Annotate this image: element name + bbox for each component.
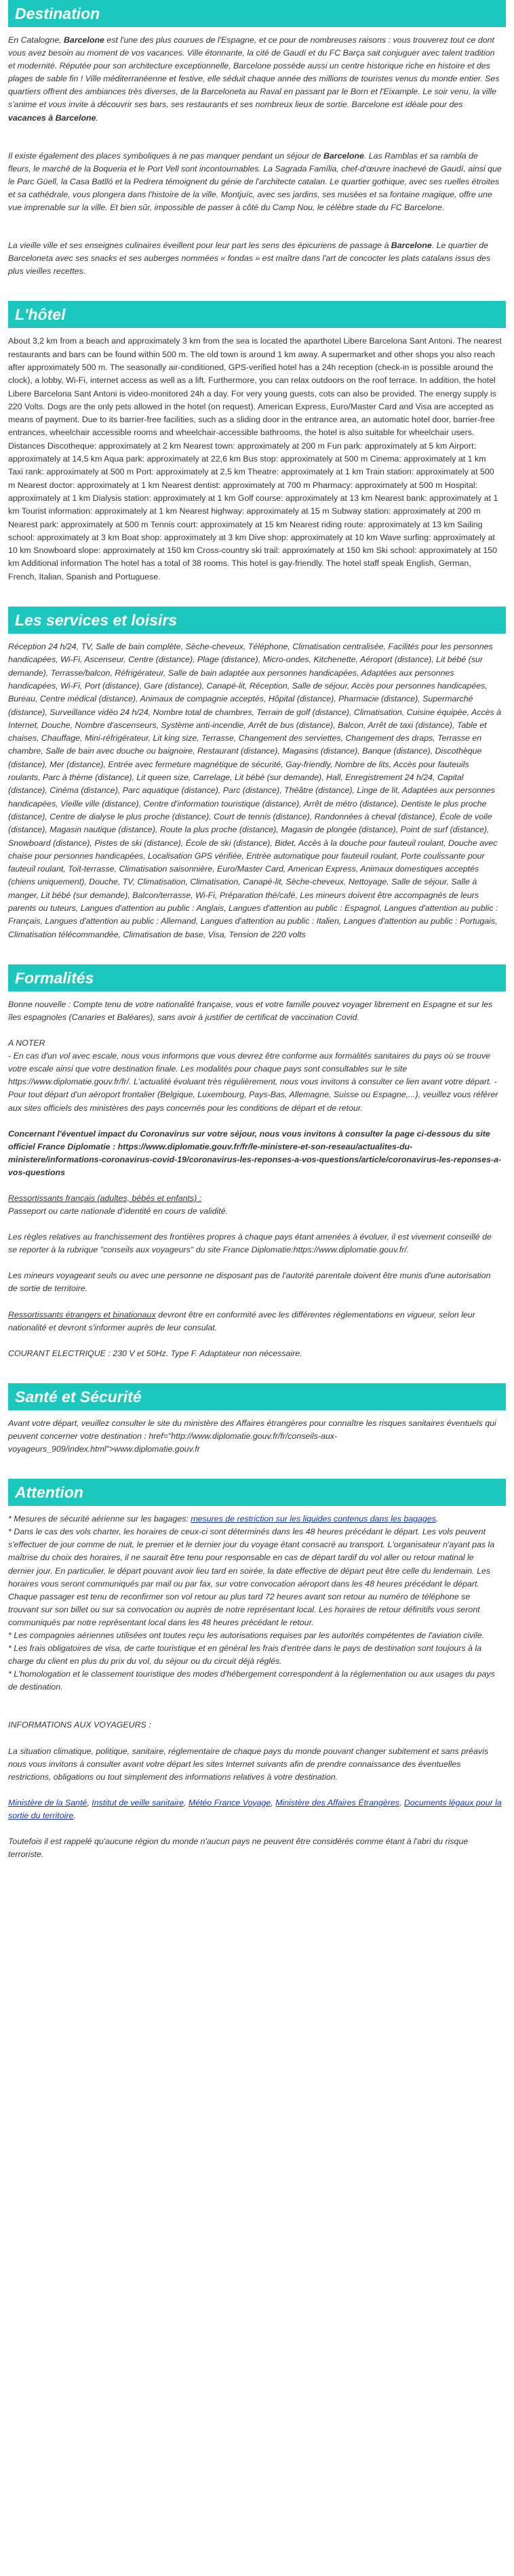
info-voyageurs-label: INFORMATIONS AUX VOYAGEURS : (8, 1720, 151, 1730)
destination-paragraph-3: La vieille ville et ses enseignes culinaires éveillent pour leur part les sens des épicuriens de passage à Barcelone. Le quartier de Barceloneta avec ses snacks et ses auberges nommées « fondas » est maître dans l'art de concocter les plats catalans issus des plus vieilles recettes. (8, 241, 491, 277)
attention-title: Attention (8, 1479, 506, 1506)
hotel-title: L'hôtel (8, 301, 506, 328)
liquides-link[interactable]: mesures de restriction sur les liquides contenus dans les bagages (191, 1514, 436, 1524)
services-section (8, 607, 506, 941)
formalites-section (8, 964, 506, 1360)
attention-frais: * Les frais obligatoires de visa, de carte touristique et en général les frais d'entrée dans le pays de destination sont toujours à la charge du client en plus du prix du vol, du séjour ou du circuit déjà réglés. (8, 1643, 482, 1667)
attention-homologation: * L'homologation et le classement touristique des modes d'hébergement correspondent à la réglementation ou aux usages du pays de destination. (8, 1669, 495, 1692)
regles-frontieres: Les règles relatives au franchissement des frontières propres à chaque pays étant amenées à évoluer, il est vivement conseillé de se reporter à la rubrique "conseils aux voyageurs" du site France Diplomatie:https://www.diplomatie.gouv.fr/. (8, 1232, 492, 1255)
formalites-intro: Bonne nouvelle : Compte tenu de votre nationalité française, vous et votre famille pouvez voyager librement en Espagne et sur les îles espagnoles (Canaries et Baléares), sans avoir à justifier de certificat de vaccination Covid. (8, 999, 493, 1022)
coronavirus-notice: Concernant l'éventuel impact du Coronavirus sur votre séjour, nous vous invitons à consulter la page ci-dessous du site officiel France Diplomatie : https://www.diplomatie.gouv.fr/fr/le-ministere-et-son-reseau/actualites-du-ministere/informations-coronavirus-covid-19/coronavirus-les-reponses-a-vos-questions/article/coronavirus-les-reponses-a-vos-questions (8, 1128, 502, 1177)
destination-paragraph-2: Il existe également des places symboliques à ne pas manquer pendant un séjour de Barcelone. Las Ramblas et sa rambla de fleurs, le marché de la Boqueria et le Port Vell sont incontournables. La Sagrada Família, chef-d'œuvre inachevé de Gaudí, ainsi que le Parc Güell, la Casa Batlló et la Pedrera témoignent du génie de l'architecte catalan. Le quartier gothique, avec ses ruelles étroites et sa cathédrale, vous plongera dans l'histoire de la ville. Montjuïc, avec ses jardins, ses musées et sa fontaine magique, offre une vue imprenable sur la ville. Et bien sûr, impossible de passer à côté du Camp Nou, le célèbre stade du FC Barcelone. (8, 150, 502, 213)
courant-electrique: COURANT ELECTRIQUE : 230 V et 50Hz. Type F. Adaptateur non nécessaire. (8, 1348, 302, 1358)
link-ministere-sante[interactable]: Ministère de la Santé (8, 1797, 87, 1807)
link-affaires-etrangeres[interactable]: Ministère des Affaires Étrangères (275, 1797, 399, 1807)
services-list: Réception 24 h/24, TV, Salle de bain complète, Sèche-cheveux, Téléphone, Climatisation centralisée, Facilités pour les personnes handicapées, Wi-Fi, Ascenseur, Centre (distance), Plage (distance), Micro-ondes, Kitchenette, Aéroport (distance), Lit bébé (sur demande), Terrasse/balcon, Réfrigérateur, Salle de bain adaptée aux personnes handicapées, Adaptées aux personnes handicapées, Wi-Fi, Port (distance), Gare (distance), Canapé-lit, Réception, Salle de séjour, Accès pour personnes handicapées, Bureau, Centre médical (distance), Animaux de compagnie acceptés, Hôpital (distance), Pharmacie (distance), Supermarché (distance), Surveillance vidéo 24 h/24, Nombre total de chambres, Terrain de golf (distance), Climatisation, Cuisine équipée, Accès à Internet, Douche, Nombre d'ascenseurs, Système anti-incendie, Arrêt de bus (distance), Balcon, Arrêt de taxi (distance), Table et chaises, Chauffage, Mini-réfrigérateur, Lit king size, Terrasse, Changement des serviettes, Changement des draps, Terrasse en chambre, Salle de bain avec douche ou baignoire, Restaurant (distance), Magasins (distance), Banque (distance), Discothèque (distance), Mer (distance), Entrée avec fermeture magnétique de sécurité, Gay-friendly, Nombre de lits, Accès pour fauteuils roulants, Parc à thème (distance), Lit queen size, Carrelage, Lit bébé (sur demande), Hall, Enregistrement 24 h/24, Capital (distance), Cinéma (distance), Parc aquatique (distance), Parc (distance), Théâtre (distance), Linge de lit, Adaptées aux personnes handicapées, Vieille ville (distance), Centre d'information touristique (distance), Arrêt de métro (distance), Dentiste le plus proche (distance), Centre de dialyse le plus proche (distance), Court de tennis (distance), Randonnées à cheval (distance), École de voile (distance), Magasin nautique (distance), Route la plus proche (distance), Magasin de plongée (distance), Point de surf (distance), Snowboard (distance), Pistes de ski (distance), École de ski (distance), Bidet, Accès à la douche pour fauteuil roulant, Douche avec chaise pour personnes handicapées, Localisation GPS vérifiée, Entrée automatique pour fauteuil roulant, Porte coulissante pour fauteuil roulant, Toit-terrasse, Climatisation saisonnière, Euro/Master Card, American Express, Animaux domestiques acceptés (chiens uniquement), Douche, TV, Climatisation, Climatisation, Canapé-lit, Sèche-cheveux, Nettoyage, Salle de séjour, Salle à manger, Lit bébé (sur demande), Balcon/terrasse, Wi-Fi, Préparation thé/café, Les mineurs doivent être accompagnés de leurs parents ou tuteurs, Langues d'attention au public : Anglais, Langues d'attention au public : Espagnol, Langues d'attention au public : Français, Langues d'attention au public : Allemand, Langues d'attention au public : Italien, Langues d'attention au public : Portugais, Climatisation télécommandée, Climatisation de base, Visa, Tension de 220 volts (8, 642, 502, 939)
link-documents-legaux[interactable]: Documents légaux pour la sortie du territoire (8, 1797, 502, 1820)
hotel-description: About 3,2 km from a beach and approximately 3 km from the sea is located the aparthotel Libere Barcelona Sant Antoni. The nearest restaurants and bars can be found within 500 m. The old town is around 1 km away. A supermarket and other shops you also reach after approximately 500 m. The seasonally air-conditioned, GPS-verified hotel has a 24h reception (check-in is possible around the clock), a lobby, Wi-Fi, internet access as well as a lift. Furthermore, you can relax outdoors on the roof terrace. In addition, the hotel Libere Barcelona Sant Antoni is video-monitored 24h a day. For very young guests, cots can also be provided. The energy supply is 220 Volts. Dogs are the only pets allowed in the hotel (on request). American Express, Euro/Master Card and Visa are accepted as means of payment. Due to its barrier-free facilities, such as a sliding door in the entrance area, an automatic hotel door, barrier-free entrances, wheelchair accessible rooms and wheelchair-accessible bathrooms, the hotel is also suitable for wheelchair users. Distances Discotheque: approximately at 2 km Nearest town: approximately at 200 m Fun park: approximately at 5 km Airport: approximately at 14,5 km Aqua park: approximately at 22,6 km Bus stop: approximately at 500 m Cinema: approximately at 1 km Taxi rank: approximately at 500 m Port: approximately at 2,5 km Theatre: approximately at 1 km Train station: approximately at 500 m Nearest doctor: approximately at 1 km Nearest dentist: approximately at 700 m Pharmacy: approximately at 500 m Hospital: approximately at 1 km Dialysis station: approximately at 1 km Golf course: approximately at 13 km Nearest bank: approximately at 1 km Tourist information: approximately at 1 km Nearest highway: approximately at 15 m Subway station: approximately at 200 m Nearest park: approximately at 500 m Tennis court: approximately at 15 km Nearest riding route: approximately at 13 km Sailing school: approximately at 3 km Boat shop: approximately at 3 km Dive shop: approximately at 10 km Wave surfing: approximately at 10 km Snowboard slope: approximately at 150 km Cross-country ski trail: approximately at 150 km Ski school: approximately at 150 km Additional information The hotel has a total of 38 rooms. This hotel is gay-friendly. The hotel staff speak English, German, French, Italian, Spanish and Portuguese. (8, 336, 502, 581)
info-voyageurs-text: La situation climatique, politique, sanitaire, réglementaire de chaque pays du monde pouvant changer subitement et sans préavis nous vous invitons à consulter avant votre départ les sites Internet suivants afin de prendre connaissance des éventuelles restrictions, obligations ou tout simplement des informations relatives à votre destination. (8, 1746, 489, 1782)
mineurs-notice: Les mineurs voyageant seuls ou avec une personne ne disposant pas de l'autorité parentale doivent être munis d'une autorisation de sortie de territoire. (8, 1271, 491, 1294)
sante-text: Avant votre départ, veuillez consulter le site du ministère des Affaires étrangères pour connaître les risques sanitaires éventuels qui peuvent concerner votre destination : href="http://www.diplomatie.gouv.fr/fr/conseils-aux-voyageurs_909/index.html">www.diplomatie.gouv.fr (8, 1418, 496, 1454)
sante-section (8, 1383, 506, 1456)
attention-compagnies: * Les compagnies aériennes utilisées ont toutes reçu les autorisations requises par les autorités compétentes de l'aviation civile. (8, 1630, 485, 1640)
a-noter-label: A NOTER (8, 1038, 45, 1048)
a-noter-text: - En cas d'un vol avec escale, nous vous informons que vous devrez être conforme aux formalités sanitaires du pays où se trouve votre escale ainsi que votre destination finale. Les modalités pour chaque pays sont consultables sur le site https://www.diplomatie.gouv.fr/fr/. L'actualité évoluant très régulièrement, nous vous invitons à consulter ce lien avant votre départ. - Pour tout départ d'un aéroport frontalier (Belgique, Luxembourg, Pays-Bas, Allemagne, Suisse ou Espagne,...), veuillez vous référer aux sites officiels des ministères des pays concernés pour les conditions de départ et de retour. (8, 1051, 498, 1113)
link-veille-sanitaire[interactable]: Institut de veille sanitaire (92, 1797, 184, 1807)
attention-final: Toutefois il est rappelé qu'aucune région du monde n'aucun pays ne peuvent être considérés comme étant à l'abri du risque terroriste. (8, 1837, 469, 1860)
services-title: Les services et loisirs (8, 607, 506, 634)
link-meteo-france[interactable]: Météo France Voyage (188, 1797, 271, 1807)
attention-section (8, 1479, 506, 1861)
ressortissants-text: Passeport ou carte nationale d'identité en cours de validité. (8, 1206, 229, 1217)
sante-title: Santé et Sécurité (8, 1383, 506, 1410)
ressortissants-label: Ressortissants français (adultes, bébés et enfants) : (8, 1193, 202, 1203)
destination-paragraph-1: En Catalogne, Barcelone est l'une des plus courues de l'Espagne, et ce pour de nombreuses raisons : vous trouverez tout ce dont vous avez besoin au moment de vos vacances. Ville étonnante, la cité de Gaudí et du FC Barça sait conjuguer avec talent tradition et modernité. Réputée pour son architecture exceptionnelle, Barcelone possède aussi un centre historique riche en histoire et des plages de sable fin ! Ville méditerranéenne et festive, elle séduit chaque année des millions de touristes venus du monde entier. Ses quartiers offrent des ambiances très diverses, de la Barceloneta au Raval en passant par le Born et l'Eixample. Le soir venu, la ville s'anime et vous invite à découvrir ses bars, ses restaurants et ses nombreux lieux de sortie. Barcelone est idéale pour des vacances à Barcelone. (8, 35, 500, 123)
destination-title: Destination (8, 0, 506, 27)
formalites-title: Formalités (8, 964, 506, 991)
attention-bagages: * Mesures de sécurité aérienne sur les bagages: mesures de restriction sur les liquides contenus dans les bagages. (8, 1514, 439, 1524)
binationaux-notice: Ressortissants étrangers et binationaux devront être en conformité avec les différentes réglementations en vigueur, selon leur nationalité et devront s'informer auprès de leur consulat. (8, 1309, 475, 1332)
destination-section (8, 0, 506, 278)
attention-vols-charter: * Dans le cas des vols charter, les horaires de ceux-ci sont déterminés dans les 48 heures précédant le départ. Les vols peuvent s'effectuer de jour comme de nuit, le premier et le dernier jour du voyage étant consacré au transport. L'organisateur n'ayant pas la maîtrise du choix des horaires, il ne saurait être tenu pour responsable en cas de départ tardif du vol aller ou retour matinal le dernier jour. En particulier, le départ pouvant avoir lieu tard en soirée, la date effective de départ peut être celle du lendemain. Les horaires vous seront communiqués par mail ou par fax, sur votre convocation aéroport dans les 48 heures précédant le départ. Chaque passager est tenu de reconfirmer son vol retour au plus tard 72 heures avant son retour au numéro de téléphone se trouvant sur son billet ou sur sa convocation ou auprès de notre représentant local. Les horaires de retour définitifs vous seront communiqués par notre représentant local dans les 48 heures précédant le retour. (8, 1527, 495, 1627)
info-links: Ministère de la Santé, Institut de veille sanitaire, Météo France Voyage, Ministère des Affaires Étrangères, Documents légaux pour la sortie du territoire. (8, 1797, 502, 1820)
hotel-section (8, 301, 506, 584)
